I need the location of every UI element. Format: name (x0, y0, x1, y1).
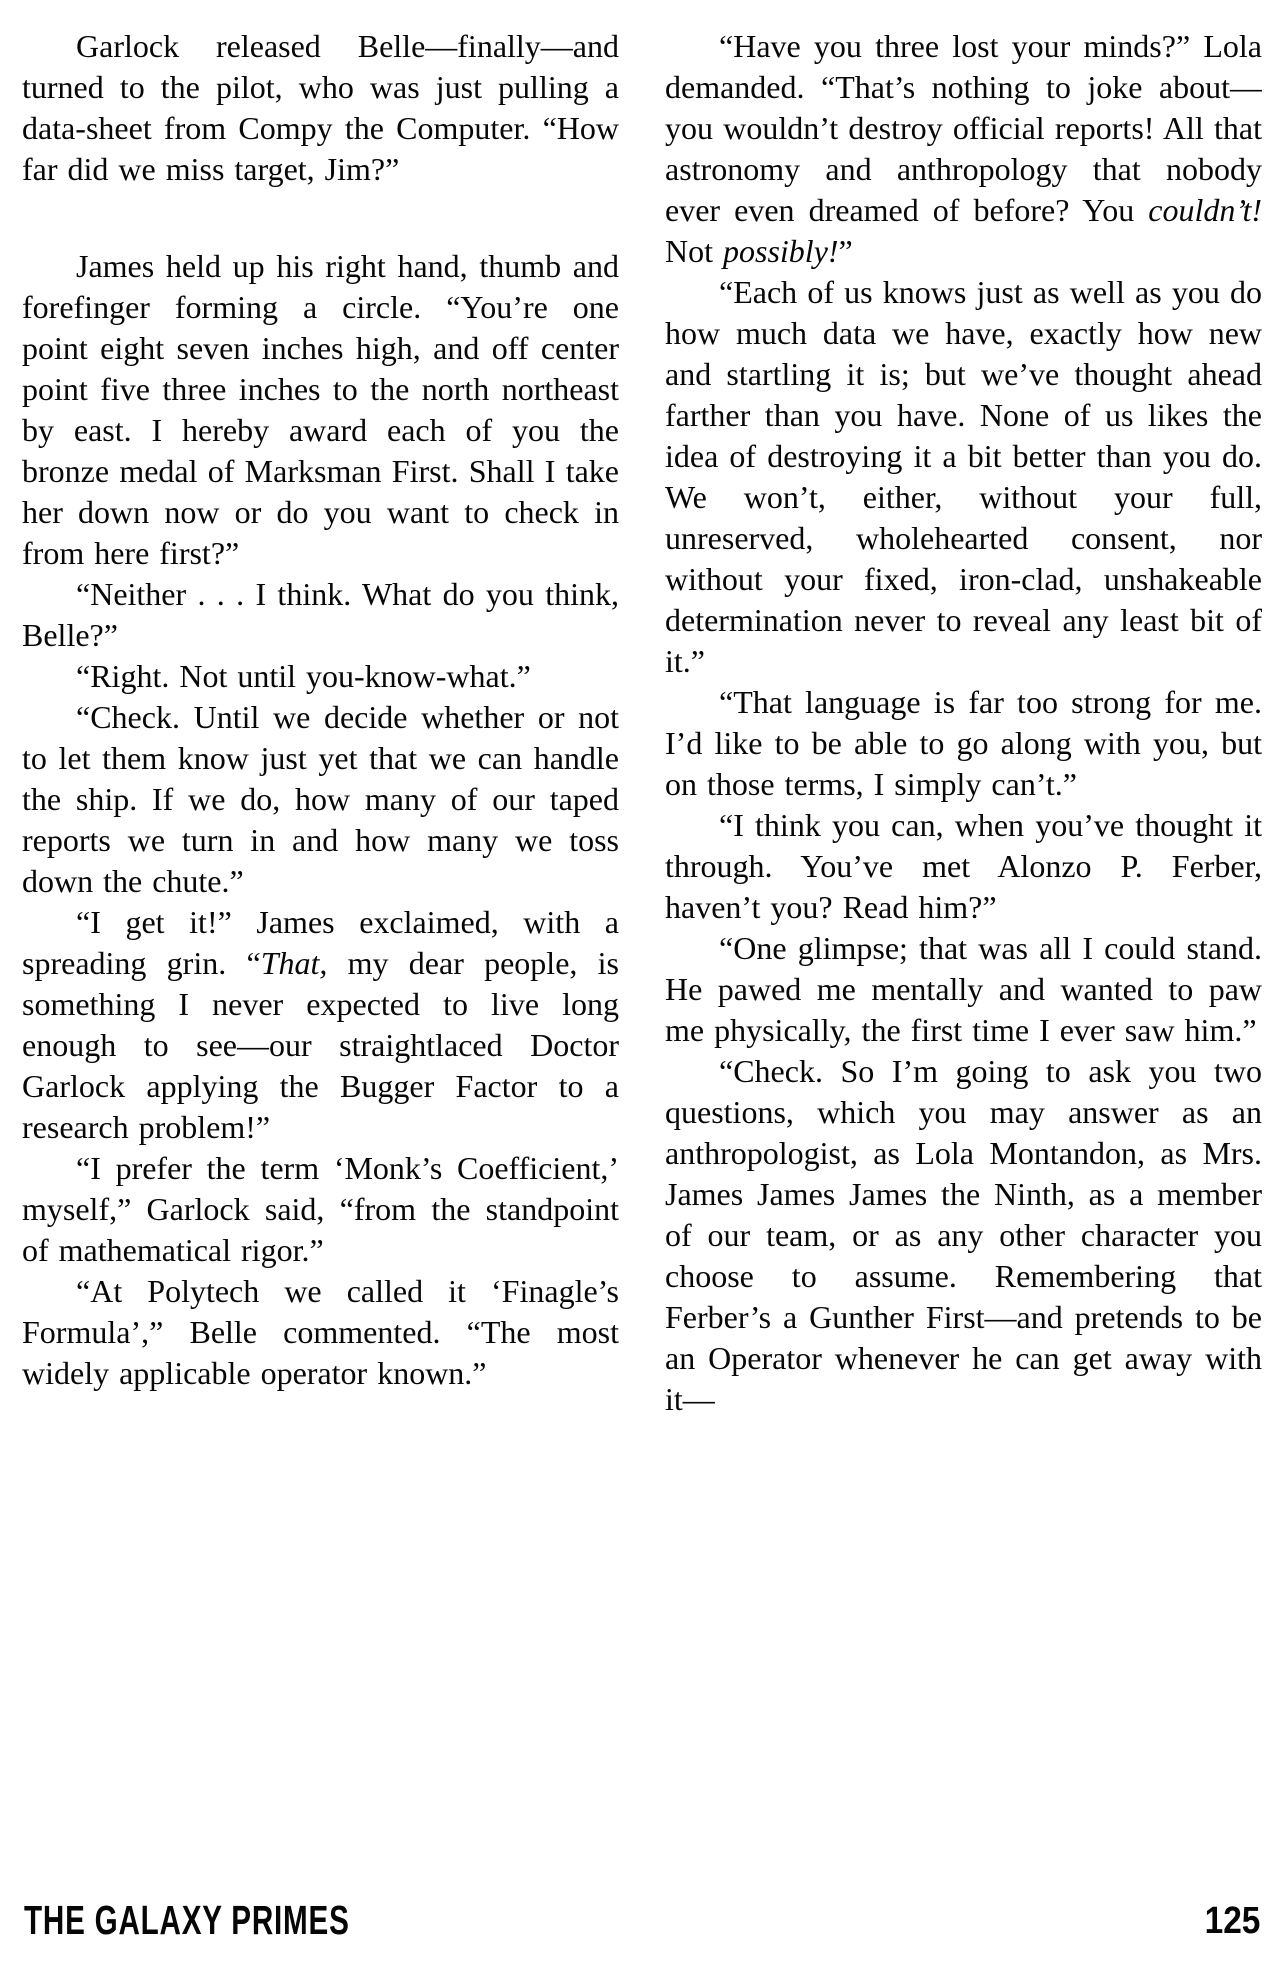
paragraph (665, 682, 1262, 805)
text-column-right (665, 26, 1262, 1870)
italic-text-segment: That, (260, 945, 328, 981)
paragraph (665, 928, 1262, 1051)
paragraph (22, 246, 619, 574)
paragraph (665, 272, 1262, 682)
text-columns (22, 26, 1262, 1870)
paragraph (665, 26, 1262, 272)
text-segment: Garlock released Belle—finally—and turned to the pilot, who was just pulling a data-sheet from Compy the Computer. “How far did we miss target, Jim?” (22, 28, 619, 187)
running-footer (22, 1870, 1262, 1977)
text-segment: “At Polytech we called it ‘Finagle’s Formula’,” Belle commented. “The most widely applicable operator known.” (22, 1273, 619, 1391)
paragraph (665, 1051, 1262, 1420)
text-segment: Not (665, 233, 723, 269)
text-segment: “I get it!” James exclaimed, with a spreading grin. “ (22, 904, 619, 981)
text-segment: “Right. Not until you-know-what.” (76, 658, 531, 694)
text-segment: “Have you three lost your minds?” Lola demanded. “That’s nothing to joke about—you wouldn’t destroy official reports! All that astronomy and anthropology that nobody ever even dreamed of before? You (665, 28, 1262, 228)
paragraph (22, 574, 619, 656)
text-segment: ” (838, 233, 853, 269)
paragraph (22, 26, 619, 190)
text-segment: “One glimpse; that was all I could stand. He pawed me mentally and wanted to paw me physically, the first time I ever saw him.” (665, 930, 1262, 1048)
paragraph (22, 697, 619, 902)
text-segment: “I prefer the term ‘Monk’s Coefficient,’ myself,” Garlock said, “from the standpoint of mathematical rigor.” (22, 1150, 619, 1268)
text-segment: James held up his right hand, thumb and forefinger forming a circle. “You’re one point eight seven inches high, and off center point five three inches to the north northeast by east. I hereby award each of you the bronze medal of Marksman First. Shall I take her down now or do you want to check in from here first?” (22, 248, 619, 571)
paragraph (22, 1271, 619, 1394)
text-segment: “Check. So I’m going to ask you two questions, which you may answer as an anthropologist, as Lola Montandon, as Mrs. James James James the Ninth, as a member of our team, or as any other character you choose to assume. Remembering that Ferber’s a Gunther First—and pretends to be an Operator whenever he can get away with it— (665, 1053, 1262, 1417)
text-segment: “Each of us knows just as well as you do how much data we have, exactly how new and startling it is; but we’ve thought ahead farther than you have. None of us likes the idea of destroying it a bit better than you do. We won’t, either, without your full, unreserved, wholehearted consent, nor without your fixed, iron-clad, unshakeable determination never to reveal any least bit of it.” (665, 274, 1262, 679)
text-column-left (22, 26, 619, 1870)
text-segment: “Neither . . . I think. What do you think, Belle?” (22, 576, 619, 653)
text-segment: “That language is far too strong for me. I’d like to be able to go along with you, but on those terms, I simply can’t.” (665, 684, 1262, 802)
paragraph (22, 656, 619, 697)
text-segment: my dear people, is something I never expected to live long enough to see—our straightlaced Doctor Garlock applying the Bugger Factor to a research problem!” (22, 945, 620, 1145)
paragraph (22, 1148, 619, 1271)
italic-text-segment: couldn’t! (1148, 192, 1262, 228)
page-number: 125 (1204, 1900, 1260, 1942)
italic-text-segment: possibly! (723, 233, 839, 269)
text-segment: “I think you can, when you’ve thought it through. You’ve met Alonzo P. Ferber, haven’t you? Read him?” (665, 807, 1262, 925)
book-title: THE GALAXY PRIMES (24, 1898, 350, 1944)
paragraph (665, 805, 1262, 928)
text-segment: “Check. Until we decide whether or not to let them know just yet that we can handle the ship. If we do, how many of our taped reports we turn in and how many we toss down the chute.” (22, 699, 619, 899)
paragraph (22, 902, 619, 1148)
